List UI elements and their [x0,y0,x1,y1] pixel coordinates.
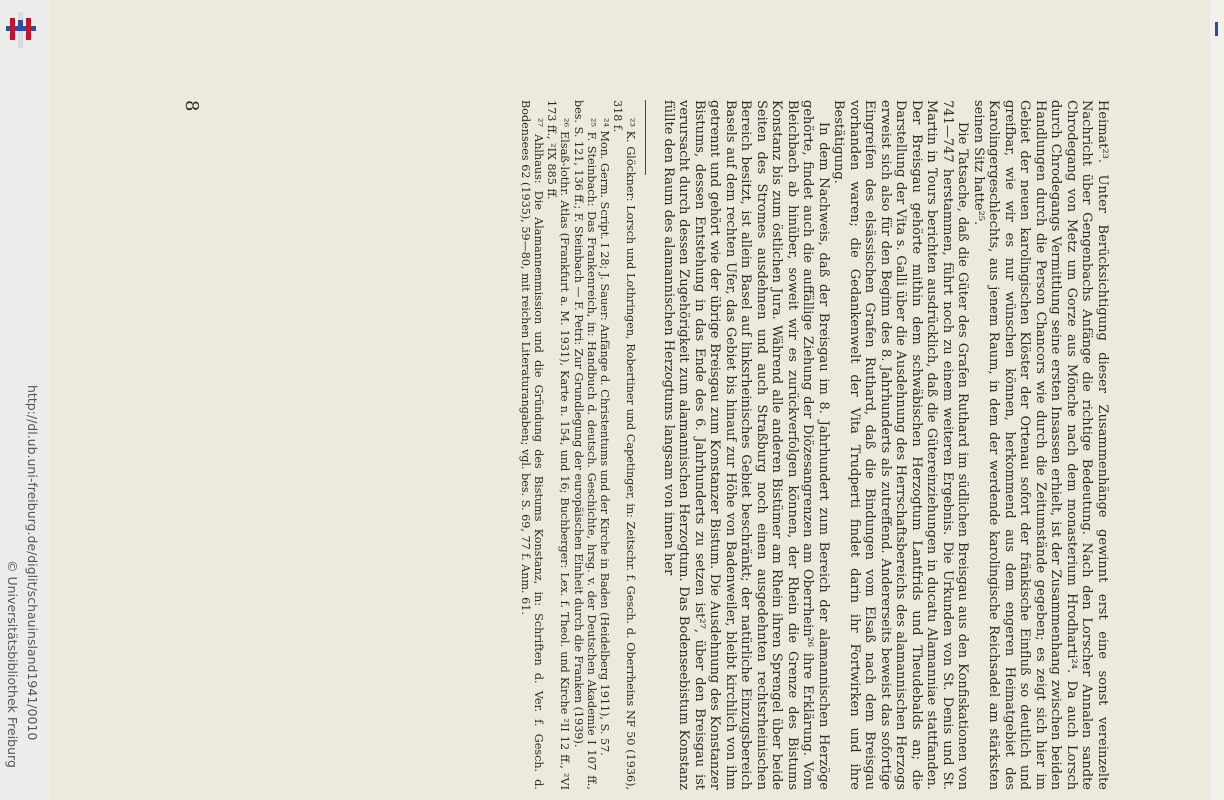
body-text [661,100,1111,790]
page-number: 8 [181,100,202,112]
university-logo-icon [2,12,40,48]
source-url[interactable]: http://dl.ub.uni-freiburg.de/diglit/schauinsland1941/0010 [25,385,40,741]
footnote: ²⁴ Mon. Germ. Script. I 28; J. Sauer: Anfänge d. Christentums und der Kirche in Baden (Heidelberg 1911), S. 57. [598,118,612,756]
page-text-block [160,100,1110,790]
paragraph: In dem Nachweis, daß der Breisgau im 8. Jahrhundert zum Bereich der alamannischen Herzöge gehörte, findet auch die auffällige Ziehung der Diözesangrenzen am Oberrhein²⁶ ihre Erklärung. Vom Bleichbach ab hinüber, soweit wir es zurückverfolgen können, der Rhein die Grenze des Bistums Konstanz bis zum östlichen Jura. Während alle anderen Bistümer am Rhein ihren Sprengel über beide Seiten des Stromes ausdehnen und auch Straßburg noch einen ausgedehnten rechtsrheinischen Bereich besitzt, ist allein Basel auf linksrheinisches Gebiet beschränkt; der natürliche Einzugsbereich Basels auf dem rechten Ufer, das Gebiet bis hinauf zur Höhe von Badenweiler, bleibt kirchlich von ihm getrennt und gehört wie der übrige Breisgau zum Konstanzer Bistum. Die Ausdehnung des Konstanzer Bistums, dessen Entstehung in das Ende des 6. Jahrhunderts zu setzen ist²⁷, über den Breisgau ist verursacht durch dessen Zugehörigkeit zum alamannischen Herzogtum. Das Bodenseebistum Konstanz füllte den Raum des alamannischen Herzogtums langsam von innen her [661,100,831,790]
footnote: ²³ K. Glöckner: Lorsch und Lothringen, Robertiner und Capetinger, in: Zeitschr. f. Gesch. d. Oberrheins NF 50 (1936), 318 f. [611,100,638,790]
viewer-sidebar [0,0,50,800]
copyright-notice: © Universitätsbibliothek Freiburg [5,560,20,768]
footnote-divider [646,100,647,175]
paragraph: Die Tatsache, daß die Güter des Grafen Ruthard im südlichen Breisgau aus den Konfiskationen von 741—747 herstammen, führt noch zu einem weiteren Ergebnis. Die Urkunden von St. Denis und St. Martin in Tours berichten ausdrücklich, daß die Gütereinziehungen in ducatu Alamanniae stattfanden. Der Breisgau gehörte mithin dem schwäbischen Herzogtum Lantfrids und Theudebalds an; die Darstellung der Vita s. Galli über die Ausdehnung des Herrschaftsbereichs des alamannischen Herzogs erweist sich also für den Beginn des 8. Jahrhunderts als zutreffend. Andererseits beweist das sofortige Eingreifen des elsässischen Grafen Ruthard, daß die Bindungen vom Elsaß nach dem Breisgau vorhanden waren; die Gedankenwelt der Vita Trudperti findet darin ihr Fortwirken und ihre Bestätigung. [831,100,971,790]
paragraph: Heimat²³. Unter Berücksichtigung dieser Zusammenhänge gewinnt erst eine sonst vereinzelte Nachricht über Gengenbachs Anfänge die richtige Bedeutung. Nach den Lorscher Annalen sandte Chrodegang von Metz um Gorze aus Mönche nach dem monasterium Hrodharti²⁴. Da auch Lorsch durch Chrodegangs Vermittlung seine ersten Insassen erhielt, ist der Zusammenhang zwischen beiden Handlungen durch die Person Chancors wie durch die Zeitumstände gegeben; es zeigt sich hier im Gebiet der neuen karolingischen Klöster der Ortenau sofort der fränkische Einfluß so deutlich und greifbar, wie wir es nur wünschen können, herkommend aus dem engeren Heimatgebiet des Karolingergeschlechts, aus jenem Raum, in dem der werdende karolingische Reichsadel am stärksten seinen Sitz hatte²⁵. [971,100,1110,790]
footnotes [519,100,638,790]
edge-marker [1215,22,1218,36]
footnote: ²⁵ F. Steinbach: Das Frankenreich, in: Handbuch d. deutsch. Geschichte, hrsg. v. der Deutschen Akademie I 107 ff., bes. S. 121, 136 ff.; F. Steinbach — F. Petri: Zur Grundlegung der europäischen Einheit durch die Franken (1939). [571,100,598,790]
footnote: ²⁶ Elsaß-lothr. Atlas (Frankfurt a. M. 1931), Karte n. 154, und 16; Buchberger: Lex. f. Theol. und Kirche ²II 12 ff., ²VI 173 ff., ²IX 885 ff. [545,100,572,790]
page-edge [1210,0,1224,800]
footnote: ²⁷ Ahlhaus: Die Alamannenmission und die Gründung des Bistums Konstanz, in: Schriften d. Ver. f. Gesch. d. Bodensees 62 (1935), 59—80, mit reichen Literaturangaben; vgl. bes. S. 69, 77 f. Anm. 61. [518,100,546,790]
